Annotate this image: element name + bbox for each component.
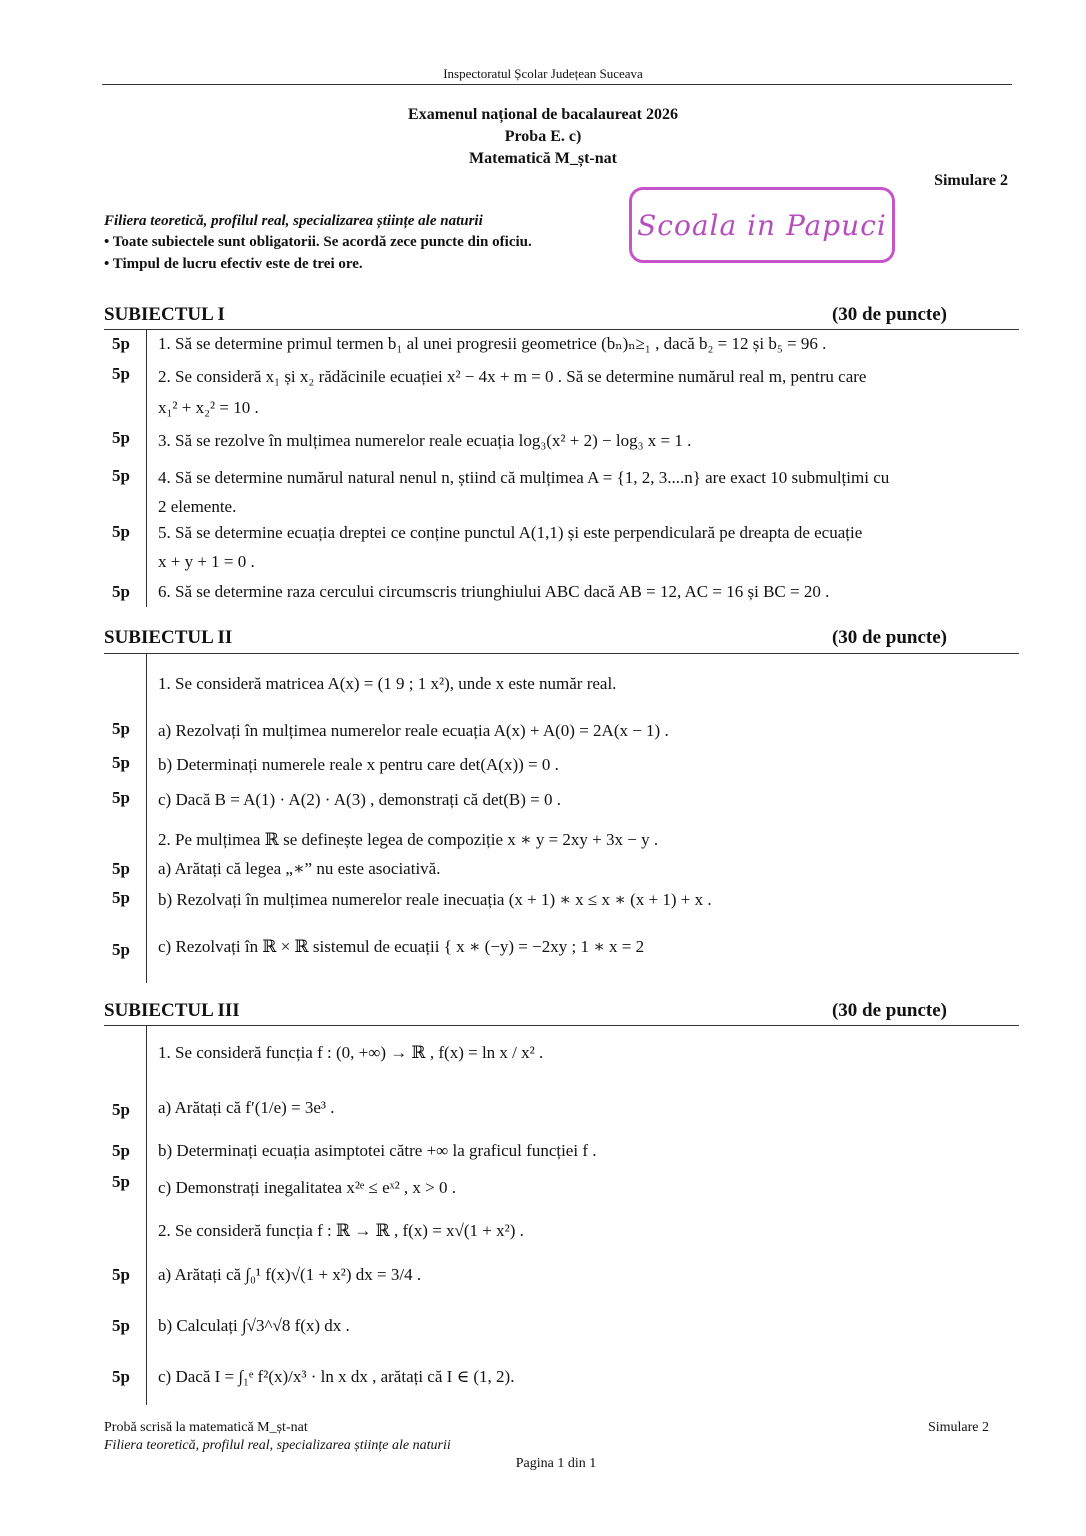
points-s3-2c: 5p [112, 1367, 130, 1386]
simulation-label: Simulare 2 [934, 172, 1008, 189]
exam-proba: Proba E. c) [504, 128, 582, 145]
points-s3-2a: 5p [112, 1265, 130, 1284]
s2-item-1a: a) Rezolvați în mulțimea numerelor reale ecuația A(x) + A(0) = 2A(x − 1) . [158, 721, 669, 740]
s2-item-1b: b) Determinați numerele reale x pentru care det(A(x)) = 0 . [158, 755, 559, 774]
points-s2-2b: 5p [112, 888, 130, 907]
points-s1-1: 5p [112, 334, 130, 353]
footer-right: Simulare 2 [927, 1420, 989, 1435]
points-s1-4: 5p [112, 466, 130, 485]
section-1-divider [104, 329, 1019, 330]
points-s2-1c: 5p [112, 788, 130, 807]
s1-item-4: 4. Să se determine numărul natural nenul n, știind că mulțimea A = {1, 2, 3....n} are exact 10 submulțimi cu [158, 468, 890, 487]
section-1-margin-line [146, 329, 147, 607]
section-2-points: (30 de puncte) [831, 627, 947, 648]
s3-item-1b: b) Determinați ecuația asimptotei către +∞ la graficul funcției f . [158, 1141, 597, 1160]
s2-item-2c: c) Rezolvați în ℝ × ℝ sistemul de ecuații { x ∗ (−y) = −2xy ; 1 ∗ x = 2 [158, 937, 645, 956]
section-1-title: SUBIECTUL I [104, 304, 225, 325]
s3-item-2: 2. Se consideră funcția f : ℝ → ℝ , f(x) = x√(1 + x²) . [158, 1221, 524, 1240]
section-1-header [104, 304, 947, 326]
page-number: Pagina 1 din 1 [515, 1456, 597, 1471]
section-2-divider [104, 653, 1019, 654]
s3-item-1c: c) Demonstrați inegalitatea x²ᵉ ≤ eˣ² , x > 0 . [158, 1178, 457, 1197]
section-1-points: (30 de puncte) [831, 304, 947, 325]
section-3-divider [104, 1025, 1019, 1026]
points-s3-1c: 5p [112, 1172, 130, 1191]
s1-item-2-cont: x₁² + x₂² = 10 . [158, 398, 259, 417]
section-3-header [104, 1000, 947, 1022]
exam-subject: Matematică M_șt-nat [469, 150, 617, 167]
s2-item-2a: a) Arătați că legea „∗” nu este asociativă. [158, 859, 441, 878]
s2-item-1c: c) Dacă B = A(1) · A(2) · A(3) , demonstrați că det(B) = 0 . [158, 790, 561, 809]
section-3-points: (30 de puncte) [831, 1000, 947, 1021]
s3-item-1a: a) Arătați că f′(1/e) = 3e³ . [158, 1098, 335, 1117]
info-line-1: Filiera teoretică, profilul real, specializarea științe ale naturii [104, 213, 483, 229]
s1-item-3: 3. Să se rezolve în mulțimea numerelor reale ecuația log₃(x² + 2) − log₃ x = 1 . [158, 431, 692, 450]
points-s2-1b: 5p [112, 753, 130, 772]
points-s1-2: 5p [112, 364, 130, 383]
section-2-title: SUBIECTUL II [104, 627, 233, 648]
points-s1-5: 5p [112, 522, 130, 541]
footer-left-1: Probă scrisă la matematică M_șt-nat [104, 1420, 308, 1435]
points-s3-1a: 5p [112, 1100, 130, 1119]
header-divider [102, 84, 1012, 85]
section-2-header [104, 627, 947, 649]
points-s2-2a: 5p [112, 859, 130, 878]
s1-item-6: 6. Să se determine raza cercului circumscris triunghiului ABC dacă AB = 12, AC = 16 și BC = 20 . [158, 582, 830, 601]
s3-item-2b: b) Calculați ∫√3^√8 f(x) dx . [158, 1316, 350, 1335]
section-3-margin-line [146, 1025, 147, 1405]
points-s3-2b: 5p [112, 1316, 130, 1335]
section-3-title: SUBIECTUL III [104, 1000, 240, 1021]
info-line-2: • Toate subiectele sunt obligatorii. Se acordă zece puncte din oficiu. [104, 234, 532, 250]
s3-item-1: 1. Se consideră funcția f : (0, +∞) → ℝ , f(x) = ln x / x² . [158, 1043, 544, 1062]
s1-item-4-cont: 2 elemente. [158, 497, 237, 516]
s3-item-2a: a) Arătați că ∫₀¹ f(x)√(1 + x²) dx = 3/4 . [158, 1265, 422, 1284]
info-line-3: • Timpul de lucru efectiv este de trei ore. [104, 256, 363, 272]
points-s2-2c: 5p [112, 940, 130, 959]
s1-item-5: 5. Să se determine ecuația dreptei ce conține punctul A(1,1) și este perpendiculară pe dreapta de ecuație [158, 523, 863, 542]
s1-item-1: 1. Să se determine primul termen b₁ al unei progresii geometrice (bₙ)ₙ≥₁ , dacă b₂ = 12 și b₅ = 96 . [158, 334, 827, 353]
footer-left-2: Filiera teoretică, profilul real, specializarea științe ale naturii [104, 1438, 451, 1453]
points-s1-3: 5p [112, 428, 130, 447]
s2-item-2b: b) Rezolvați în mulțimea numerelor reale inecuația (x + 1) ∗ x ≤ x ∗ (x + 1) + x . [158, 890, 712, 909]
section-2-margin-line [146, 653, 147, 983]
s3-item-2c: c) Dacă I = ∫₁ᵉ f²(x)/x³ · ln x dx , arătați că I ∈ (1, 2). [158, 1367, 515, 1386]
points-s1-6: 5p [112, 582, 130, 601]
exam-title: Examenul național de bacalaureat 2026 [408, 106, 678, 123]
institution-header: Inspectoratul Școlar Județean Suceava [443, 66, 643, 81]
s2-item-1: 1. Se consideră matricea A(x) = (1 9 ; 1 x²), unde x este număr real. [158, 674, 617, 693]
s2-item-2: 2. Pe mulțimea ℝ se definește legea de compoziție x ∗ y = 2xy + 3x − y . [158, 830, 659, 849]
points-s2-1a: 5p [112, 719, 130, 738]
watermark-logo: Scoala in Papuci [629, 187, 895, 263]
points-s3-1b: 5p [112, 1141, 130, 1160]
s1-item-2: 2. Se consideră x₁ și x₂ rădăcinile ecuației x² − 4x + m = 0 . Să se determine numărul real m, pentru care [158, 367, 867, 386]
s1-item-5-cont: x + y + 1 = 0 . [158, 552, 255, 571]
